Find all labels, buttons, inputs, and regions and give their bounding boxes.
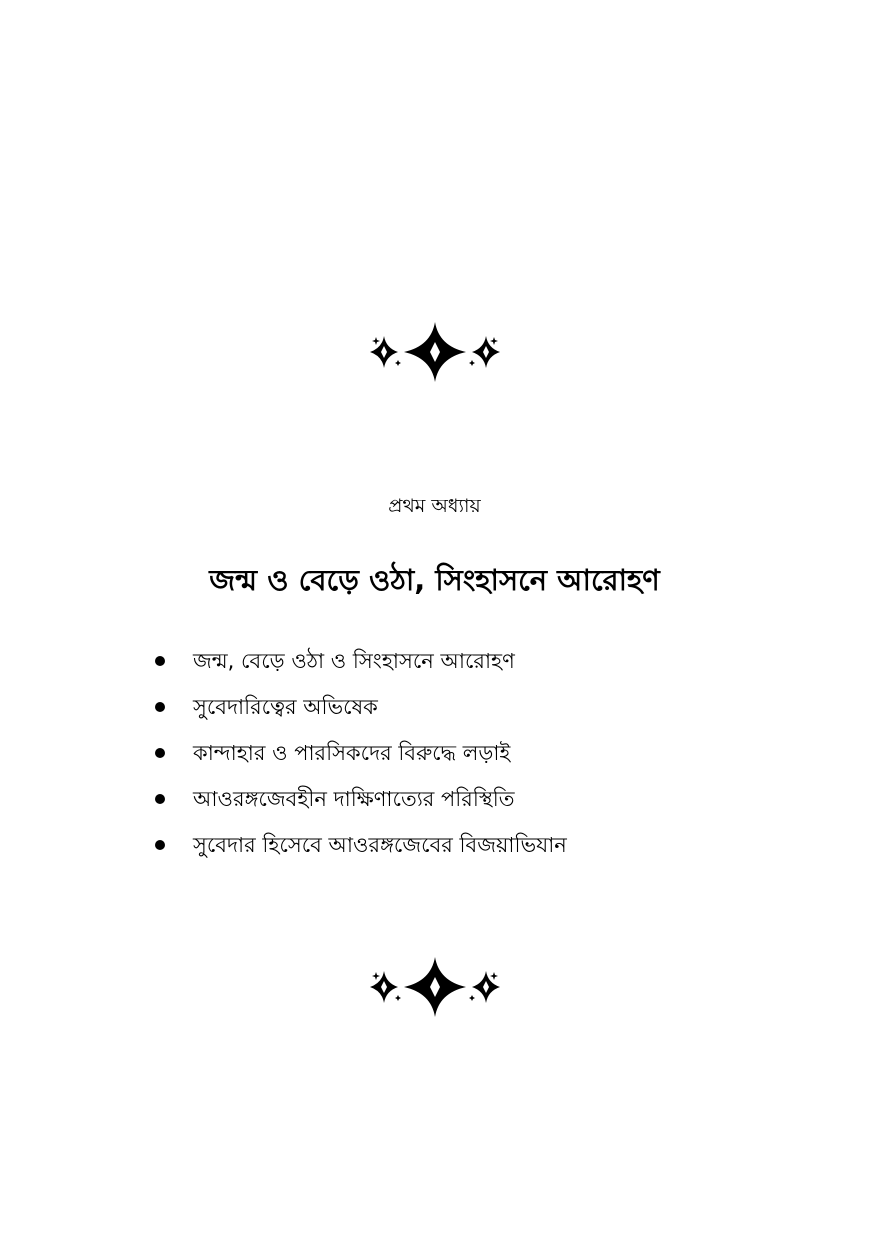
bullet-icon: [155, 702, 165, 712]
list-item: [155, 730, 567, 776]
bullet-icon: [155, 748, 165, 758]
top-ornament-icon: [368, 320, 502, 384]
topic-text: আওরঙ্গজেবহীন দাক্ষিণাত্যের পরিস্থিতি: [193, 787, 515, 811]
star-divider-graphic: [368, 955, 502, 1019]
chapter-label: প্রথম অধ্যায়: [388, 495, 481, 517]
bottom-ornament-icon: [368, 955, 502, 1019]
bullet-icon: [155, 794, 165, 804]
topic-text: জন্ম, বেড়ে ওঠা ও সিংহাসনে আরোহণ: [193, 649, 515, 673]
topic-text: কান্দাহার ও পারসিকদের বিরুদ্ধে লড়াই: [193, 741, 511, 765]
chapter-title: জন্ম ও বেড়ে ওঠা, সিংহাসনে আরোহণ: [209, 563, 660, 597]
list-item: [155, 822, 567, 868]
star-divider-graphic: [368, 320, 502, 384]
list-item: [155, 776, 567, 822]
list-item: [155, 638, 567, 684]
topic-list: [155, 638, 567, 868]
topic-text: সুবেদার হিসেবে আওরঙ্গজেবের বিজয়াভিযান: [193, 833, 567, 857]
bullet-icon: [155, 656, 165, 666]
topic-text: সুবেদারিত্বের অভিষেক: [193, 695, 378, 719]
bullet-icon: [155, 840, 165, 850]
list-item: [155, 684, 567, 730]
